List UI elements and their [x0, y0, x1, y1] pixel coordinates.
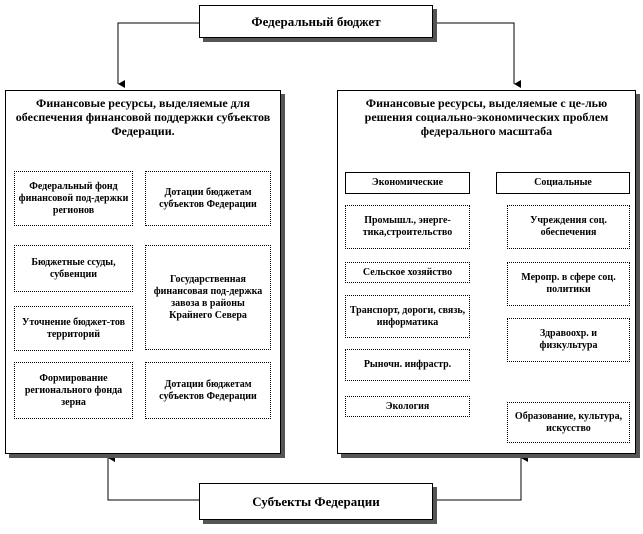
social-header: Социальные	[496, 172, 630, 194]
social-item-institutions: Учреждения соц. обеспечения	[507, 205, 630, 249]
economic-header: Экономические	[345, 172, 470, 194]
left-item-budget-refinement: Уточнение бюджет-тов территорий	[14, 306, 133, 351]
left-item-federal-fund: Федеральный фонд финансовой под-держки регионов	[14, 171, 133, 226]
arrow-budget-to-right	[433, 23, 514, 84]
arrow-budget-to-left	[118, 23, 199, 84]
social-item-education: Образование, культура, искусство	[507, 402, 630, 443]
left-item-grain-fund: Формирование регионального фонда зерна	[14, 362, 133, 419]
left-item-subsidies-1: Дотации бюджетам субъектов Федерации	[145, 171, 271, 226]
economic-item-market: Рыночн. инфрастр.	[345, 349, 470, 381]
arrow-subjects-to-left	[108, 458, 199, 500]
left-panel-title: Финансовые ресурсы, выделяемые для обеспечения финансовой поддержки субъектов Федерации.	[15, 96, 271, 138]
right-panel-title: Финансовые ресурсы, выделяемые с це-лью решения социально-экономических проблем федерального масштаба	[364, 96, 609, 138]
left-item-north-support: Государственная финансовая под-держка завоза в районы Крайнего Севера	[145, 245, 271, 350]
economic-item-transport: Транспорт, дороги, связь, информатика	[345, 295, 470, 338]
social-item-policy: Меропр. в сфере соц. политики	[507, 262, 630, 306]
left-item-subsidies-2: Дотации бюджетам субъектов Федерации	[145, 362, 271, 419]
arrow-subjects-to-right	[433, 458, 521, 500]
social-item-health: Здравоохр. и физкультура	[507, 318, 630, 362]
federal-budget-box	[199, 5, 433, 38]
subjects-box	[199, 483, 433, 520]
subjects-label: Субъекты Федерации	[252, 493, 380, 509]
economic-item-industry: Промышл., энерге-тика,строительство	[345, 205, 470, 249]
federal-budget-label: Федеральный бюджет	[251, 13, 381, 29]
left-item-budget-loans: Бюджетные ссуды, субвенции	[14, 245, 133, 292]
economic-item-agriculture: Сельское хозяйство	[345, 262, 470, 283]
economic-item-ecology: Экология	[345, 396, 470, 417]
